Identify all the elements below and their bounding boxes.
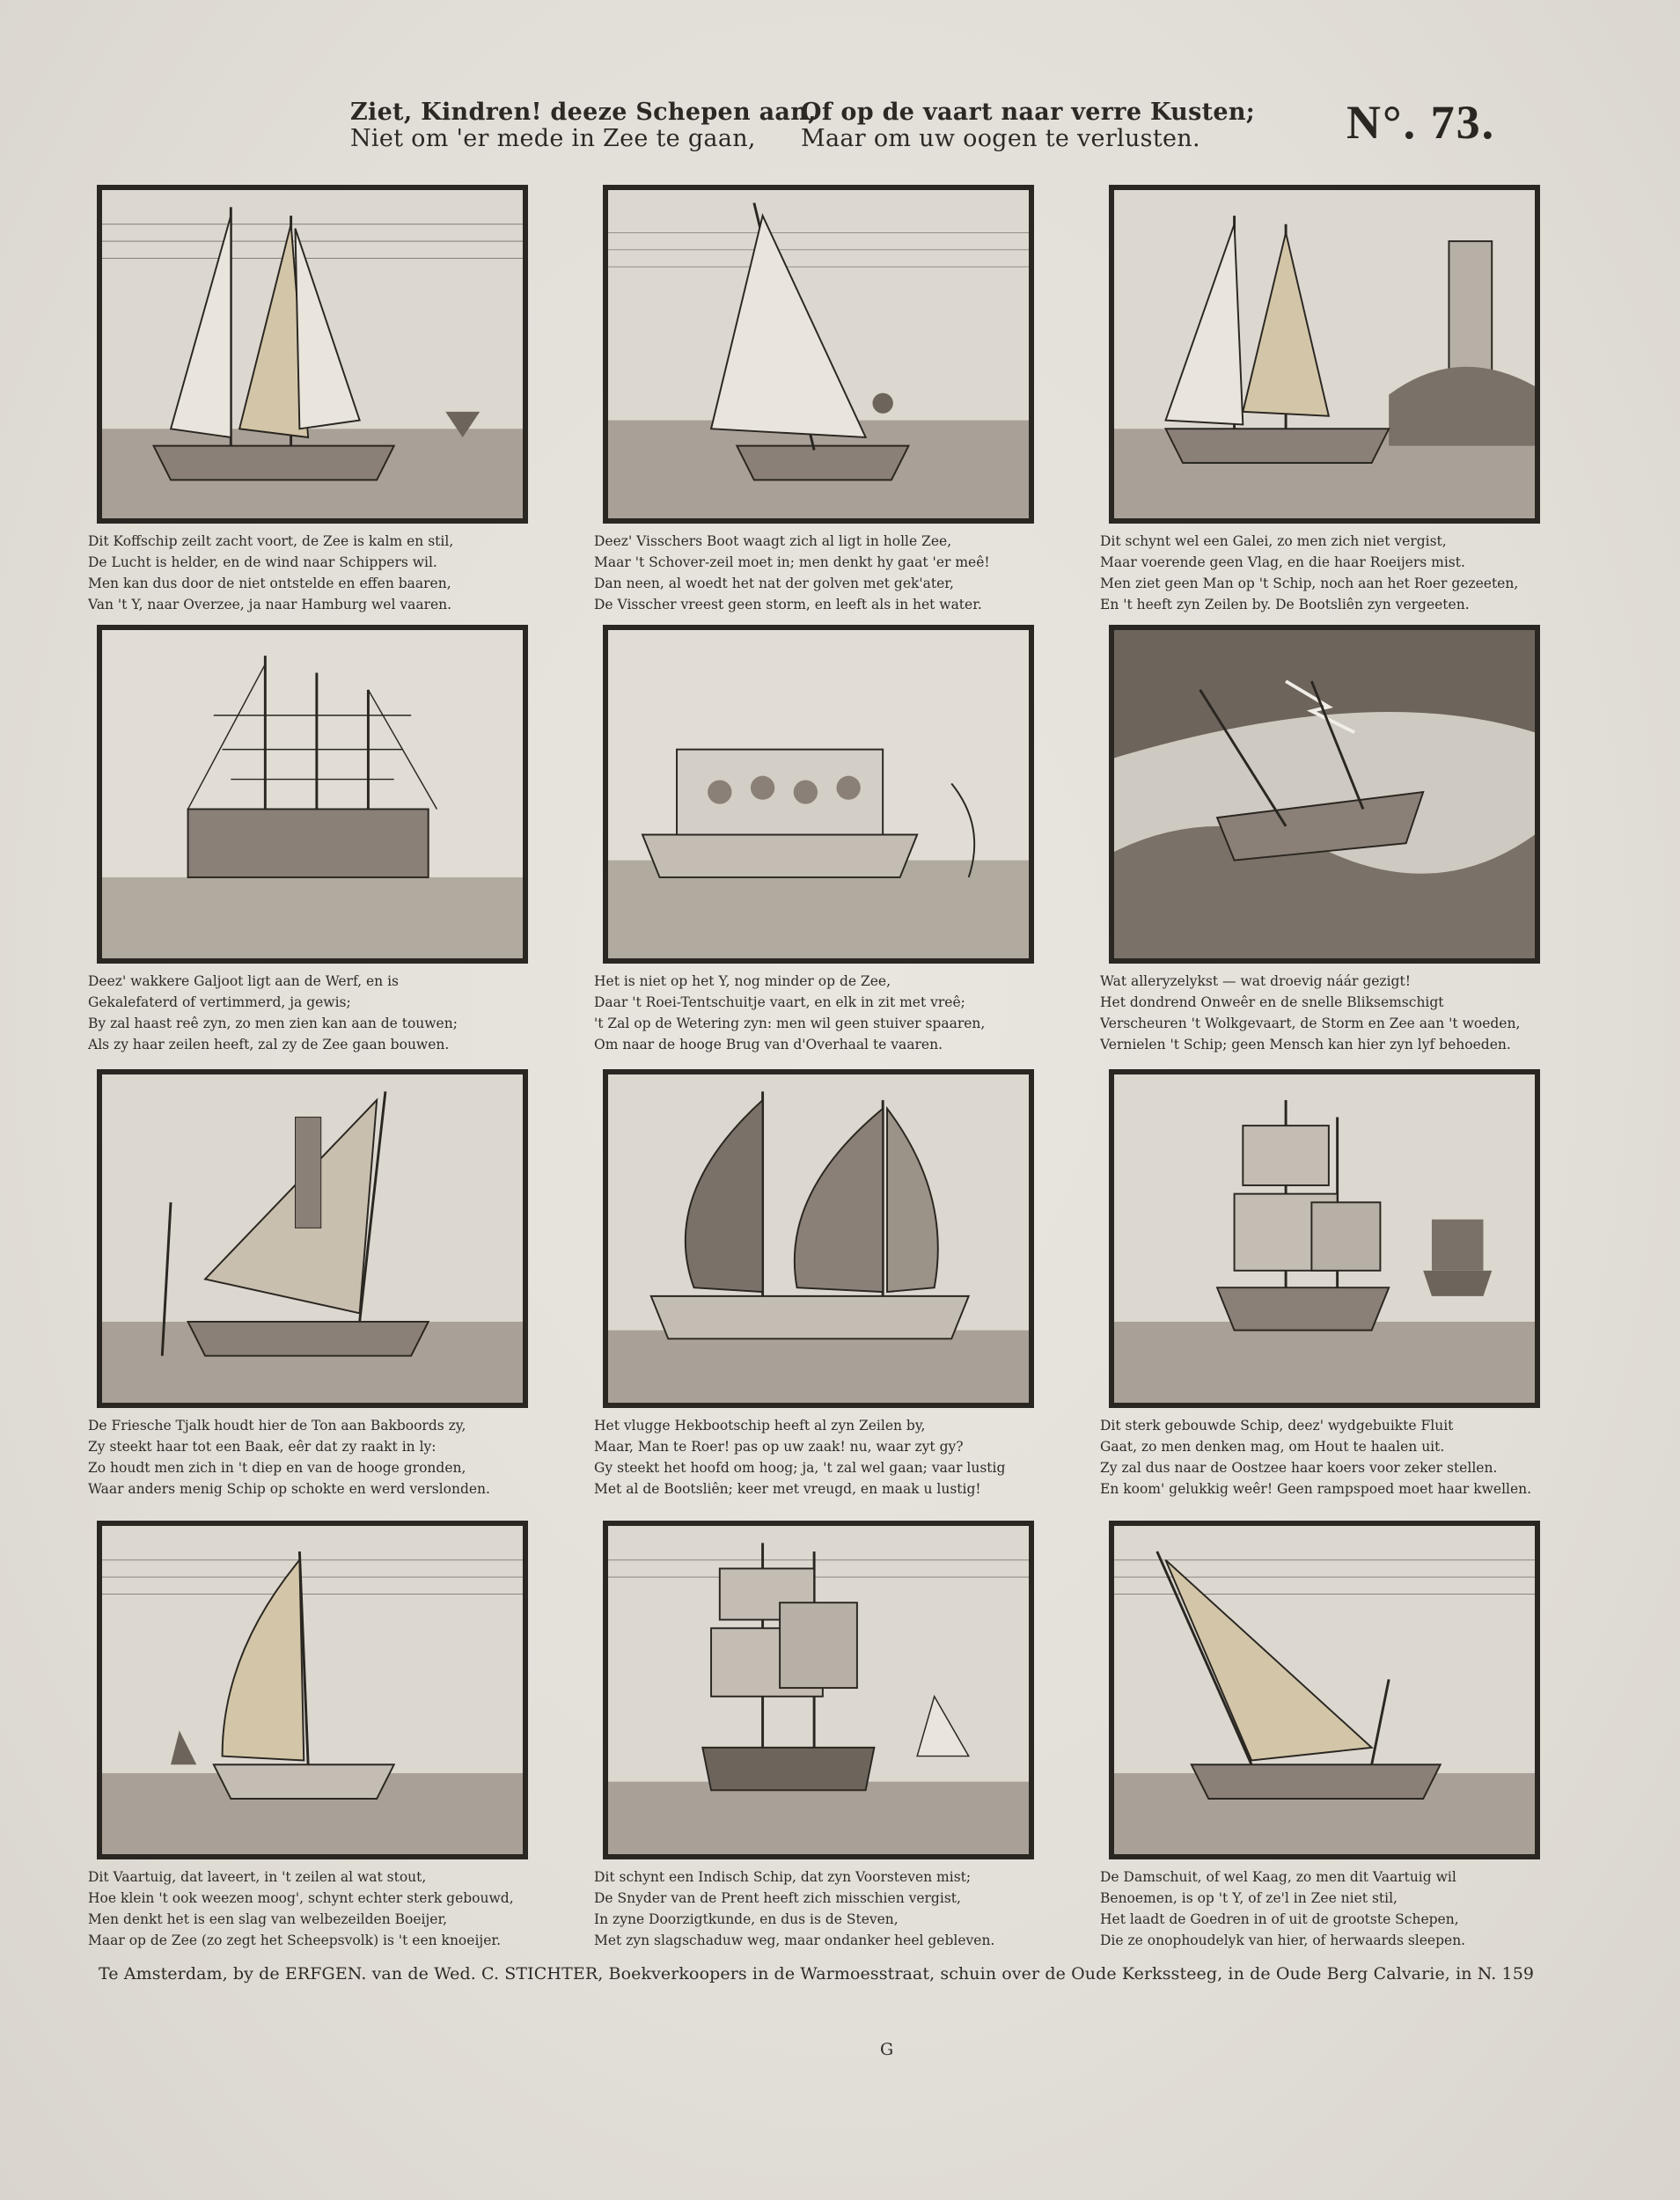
verse-line: Dan neen, al woedt het nat der golven met gek'ater, [594,576,954,591]
verse-line: Verscheuren 't Wolkgevaart, de Storm en Zee aan 't woeden, [1100,1016,1521,1031]
woodcut-fluit [1109,1069,1540,1408]
verse-line: De Visscher vreest geen storm, en leeft als in het water. [594,597,982,612]
verse-line: Zy steekt haar tot een Baak, eêr dat zy raakt in ly: [88,1439,437,1455]
verse-line: Dit Vaartuig, dat laveert, in 't zeilen al wat stout, [88,1869,427,1885]
verse-line: Benoemen, is op 't Y, of ze'l in Zee niet stil, [1100,1890,1398,1906]
verse-line: Gekalefaterd of vertimmerd, ja gewis; [88,994,351,1010]
woodcut-friesche-tjalk [97,1069,528,1408]
verse-3 [1100,531,1593,615]
verse-9 [1100,1415,1593,1500]
verse-1 [88,531,581,615]
verse-line: Maar, Man te Roer! pas op uw zaak! nu, waar zyt gy? [594,1439,964,1455]
verse-line: En koom' gelukkig weêr! Geen rampspoed moet haar kwellen. [1100,1481,1532,1497]
verse-line: De Damschuit, of wel Kaag, zo men dit Vaartuig wil [1100,1869,1456,1885]
verse-line: Daar 't Roei-Tentschuitje vaart, en elk in zit met vreê; [594,994,965,1010]
verse-line: Wat alleryzelykst — wat droevig náár gezigt! [1100,973,1411,989]
verse-line: 't Zal op de Wetering zyn: men wil geen stuiver spaaren, [594,1016,986,1031]
verse-line: Zy zal dus naar de Oostzee haar koers voor zeker stellen. [1100,1460,1498,1476]
header-line1-right: Of op de vaart naar verre Kusten; [801,99,1256,126]
verse-line: Vernielen 't Schip; geen Mensch kan hier zyn lyf behoeden. [1100,1037,1511,1052]
verse-line: Maar voerende geen Vlag, en die haar Roeijers mist. [1100,554,1465,570]
woodcut-indisch-schip [603,1521,1034,1859]
imprint-line: Te Amsterdam, by de ERFGEN. van de Wed. C. STICHTER, Boekverkoopers in de Warmoesstraat, schuin over de Oude Kerkssteeg, in de Oude Berg Calvarie, in N. 159 [99,1964,1535,1984]
sheet-number: N°. 73. [1346,96,1496,149]
woodcut-laveerend-vaartuig [97,1521,528,1859]
verse-line: Maar op de Zee (zo zegt het Scheepsvolk) is 't een knoeijer. [88,1932,502,1948]
woodcut-hekbootschip [603,1069,1034,1408]
verse-line: De Snyder van de Prent heeft zich misschien vergist, [594,1890,961,1906]
verse-4 [88,971,581,1055]
verse-line: Dit sterk gebouwde Schip, deez' wydgebuikte Fluit [1100,1418,1454,1434]
verse-10 [88,1866,581,1951]
verse-12 [1100,1866,1593,1951]
print-grid [88,185,1597,1948]
verse-2 [594,531,1087,615]
woodcut-galei [1109,185,1540,524]
verse-line: De Friesche Tjalk houdt hier de Ton aan Bakboords zy, [88,1418,466,1434]
verse-line: Met zyn slagschaduw weg, maar ondanker heel gebleven. [594,1932,995,1948]
verse-line: Het is niet op het Y, nog minder op de Zee, [594,973,891,989]
header-line2-right: Maar om uw oogen te verlusten. [801,125,1200,152]
header-line1-left: Ziet, Kindren! deeze Schepen aan, [350,99,817,126]
verse-line: Om naar de hooge Brug van d'Overhaal te vaaren. [594,1037,943,1052]
imprint-initial: G [880,2040,894,2059]
verse-line: Men denkt het is een slag van welbezeilden Boeijer, [88,1911,448,1927]
verse-line: Het dondrend Onweêr en de snelle Bliksemschigt [1100,994,1444,1010]
verse-line: Maar 't Schover-zeil moet in; men denkt hy gaat 'er meê! [594,554,990,570]
header-line2-left: Niet om 'er mede in Zee te gaan, [350,125,756,152]
woodcut-visschers-boot [603,185,1034,524]
verse-line: Met al de Bootsliên; keer met vreugd, en maak u lustig! [594,1481,981,1497]
verse-6 [1100,971,1593,1055]
verse-line: Gaat, zo men denken mag, om Hout te haalen uit. [1100,1439,1445,1455]
verse-line: Waar anders menig Schip op schokte en werd verslonden. [88,1481,490,1497]
verse-line: Dit Koffschip zeilt zacht voort, de Zee is kalm en stil, [88,533,454,549]
verse-11 [594,1866,1087,1951]
verse-line: En 't heeft zyn Zeilen by. De Bootsliên zyn vergeeten. [1100,597,1470,612]
verse-line: Dit schynt wel een Galei, zo men zich niet vergist, [1100,533,1447,549]
woodcut-roei-tentschuitje [603,625,1034,964]
verse-8 [594,1415,1087,1500]
woodcut-galjoot [97,625,528,964]
verse-line: Gy steekt het hoofd om hoog; ja, 't zal wel gaan; vaar lustig [594,1460,1006,1476]
verse-5 [594,971,1087,1055]
verse-7 [88,1415,581,1500]
verse-line: Men kan dus door de niet ontstelde en effen baaren, [88,576,451,591]
verse-line: In zyne Doorzigtkunde, en dus is de Steven, [594,1911,899,1927]
verse-line: Deez' wakkere Galjoot ligt aan de Werf, en is [88,973,399,989]
woodcut-koffschip [97,185,528,524]
verse-line: Die ze onophoudelyk van hier, of herwaards sleepen. [1100,1932,1466,1948]
verse-line: Van 't Y, naar Overzee, ja naar Hamburg wel vaaren. [88,597,452,612]
woodcut-damschuit [1109,1521,1540,1859]
woodcut-storm-schip [1109,625,1540,964]
verse-line: By zal haast reê zyn, zo men zien kan aan de touwen; [88,1016,458,1031]
verse-line: Deez' Visschers Boot waagt zich al ligt in holle Zee, [594,533,952,549]
verse-line: Men ziet geen Man op 't Schip, noch aan het Roer gezeeten, [1100,576,1519,591]
verse-line: Hoe klein 't ook weezen moog', schynt echter sterk gebouwd, [88,1890,514,1906]
verse-line: Het laadt de Goedren in of uit de grootste Schepen, [1100,1911,1459,1927]
verse-line: Dit schynt een Indisch Schip, dat zyn Voorsteven mist; [594,1869,972,1885]
verse-line: Het vlugge Hekbootschip heeft al zyn Zeilen by, [594,1418,926,1434]
verse-line: De Lucht is helder, en de wind naar Schippers wil. [88,554,437,570]
verse-line: Als zy haar zeilen heeft, zal zy de Zee gaan bouwen. [88,1037,450,1052]
verse-line: Zo houdt men zich in 't diep en van de hooge gronden, [88,1460,466,1476]
